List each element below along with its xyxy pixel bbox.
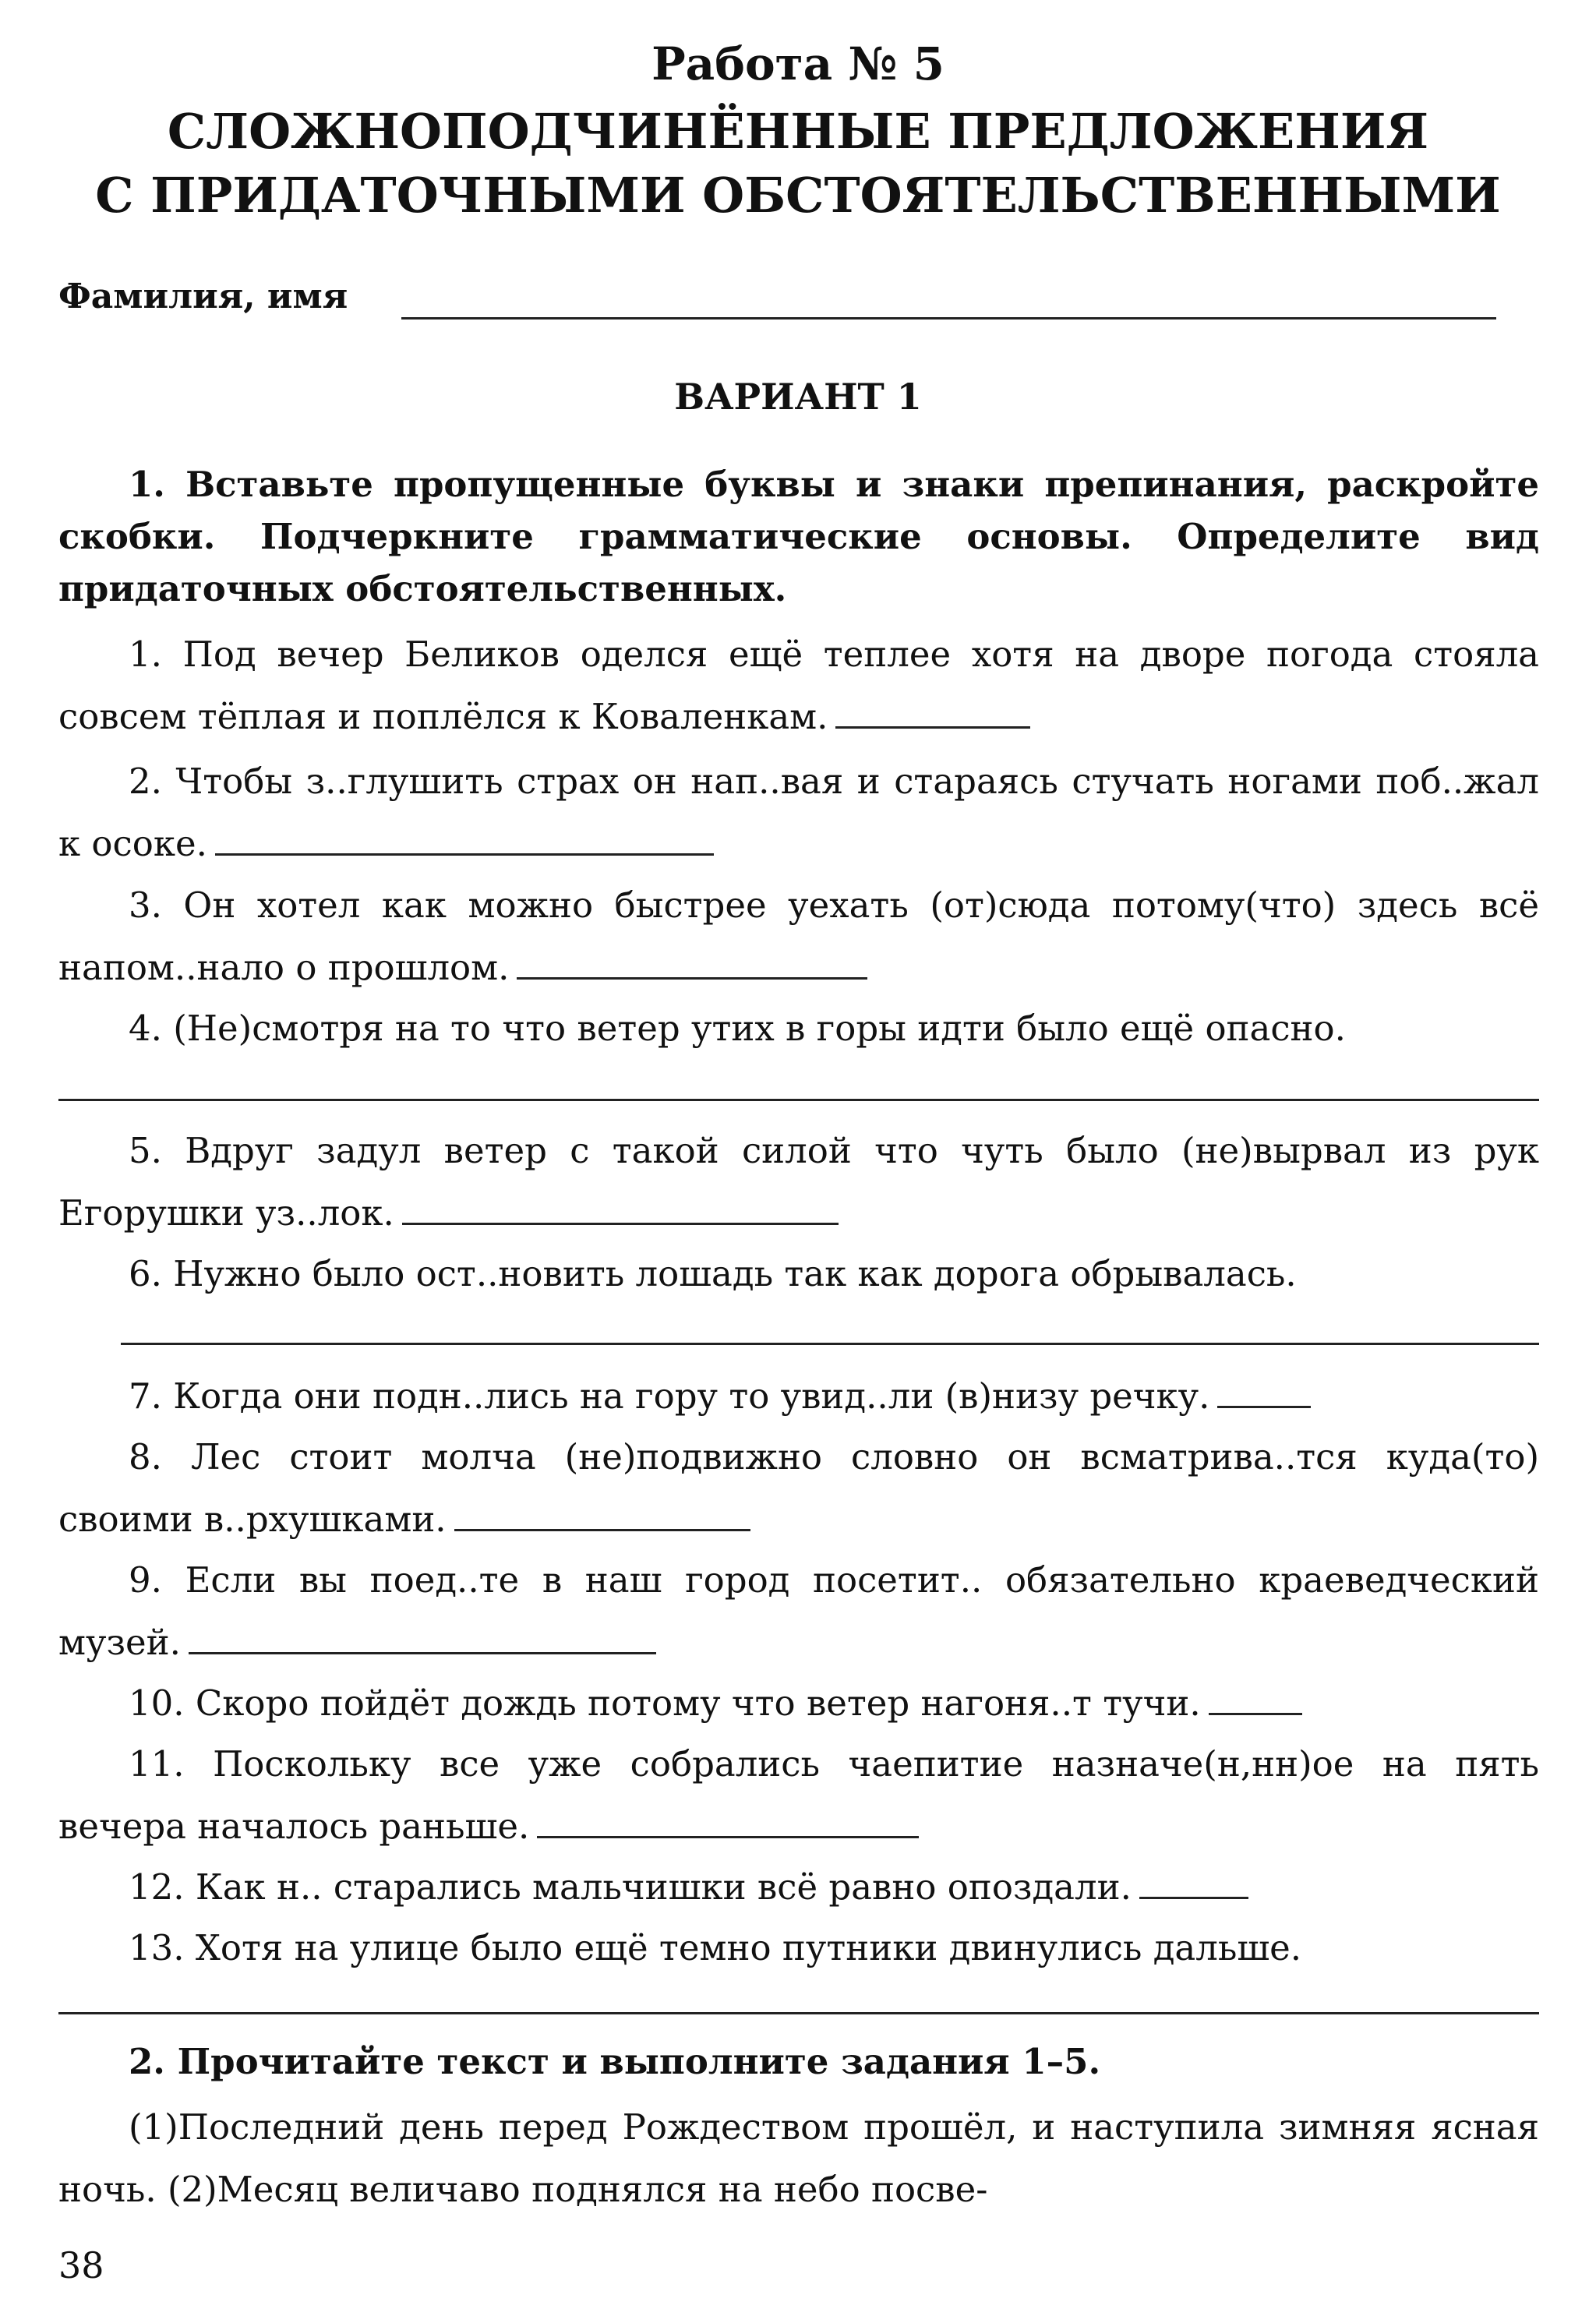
- exercise-text: 9. Если вы поед..те в наш город посетит.. обязательно краеведческий музей.: [58, 1559, 1539, 1663]
- exercise-item: [58, 1365, 1539, 1428]
- answer-line[interactable]: [121, 1343, 1539, 1345]
- answer-line[interactable]: [517, 977, 867, 980]
- answer-line[interactable]: [835, 726, 1030, 729]
- page-number: 38: [58, 2244, 104, 2286]
- answer-line[interactable]: [215, 853, 714, 856]
- exercise-text: 5. Вдруг задул ветер с такой силой что чуть было (не)вырвал из рук Егорушки уз..лок.: [58, 1130, 1539, 1234]
- exercise-item: [58, 1243, 1539, 1305]
- title-line-2: С ПРИДАТОЧНЫМИ ОБСТОЯТЕЛЬСТВЕННЫМИ: [95, 167, 1501, 224]
- exercise-item: [58, 997, 1539, 1060]
- exercise-text: 13. Хотя на улице было ещё темно путники двинулись дальше.: [129, 1927, 1302, 1968]
- name-answer-line[interactable]: [401, 317, 1496, 320]
- name-label: Фамилия, имя: [58, 277, 348, 316]
- answer-line[interactable]: [454, 1529, 750, 1531]
- exercise-item: [58, 750, 1539, 875]
- exercise-item: [58, 1856, 1539, 1919]
- exercise-text: 10. Скоро пойдёт дождь потому что ветер нагоня..т тучи.: [129, 1682, 1201, 1724]
- exercise-item: [58, 1917, 1539, 1979]
- exercise-item: [58, 1549, 1539, 1674]
- exercise-text: 3. Он хотел как можно быстрее уехать (от)сюда потому(что) здесь всё напом..нало о прошлом.: [58, 884, 1539, 988]
- variant-heading: ВАРИАНТ 1: [674, 376, 922, 418]
- work-number: Работа № 5: [651, 37, 945, 90]
- answer-line[interactable]: [537, 1836, 919, 1838]
- exercise-text: 4. (Не)смотря на то что ветер утих в горы идти было ещё опасно.: [129, 1008, 1346, 1049]
- answer-line[interactable]: [58, 2012, 1539, 2014]
- exercise-text: 2. Чтобы з..глушить страх он нап..вая и стараясь стучать ногами поб..жал к осоке.: [58, 761, 1539, 864]
- exercise-text: 7. Когда они подн..лись на гору то увид..ли (в)низу речку.: [129, 1375, 1210, 1417]
- exercise-item: [58, 1672, 1539, 1735]
- answer-line[interactable]: [1217, 1406, 1311, 1408]
- task-2-instructions: 2. Прочитайте текст и выполните задания 1–5.: [129, 2041, 1101, 2082]
- answer-line[interactable]: [1209, 1713, 1302, 1715]
- answer-line[interactable]: [58, 1099, 1539, 1101]
- title-line-1: СЛОЖНОПОДЧИНЁННЫЕ ПРЕДЛОЖЕНИЯ: [167, 103, 1429, 160]
- reading-text: (1)Последний день перед Рождеством прошёл, и наступила зимняя ясная ночь. (2)Месяц величаво поднялся на небо посве-: [58, 2106, 1539, 2210]
- exercise-text: 12. Как н.. старались мальчишки всё равно опоздали.: [129, 1866, 1132, 1908]
- exercise-text: 6. Нужно было ост..новить лошадь так как дорога обрывалась.: [129, 1253, 1297, 1294]
- name-row: [58, 277, 1496, 331]
- exercise-item: [58, 1120, 1539, 1244]
- task-1-instructions: 1. Вставьте пропущенные буквы и знаки препинания, раскройте скобки. Подчеркните грамматические основы. Определите вид придаточных обстоятельственных.: [58, 464, 1539, 609]
- exercise-item: [58, 623, 1539, 748]
- exercise-text: 8. Лес стоит молча (не)подвижно словно он всматрива..тся куда(то) своими в..рхушками.: [58, 1436, 1539, 1540]
- exercise-item: [58, 1733, 1539, 1858]
- exercise-item: [58, 874, 1539, 999]
- exercise-item: [58, 1426, 1539, 1551]
- exercise-text: 1. Под вечер Беликов оделся ещё теплее хотя на дворе погода стояла совсем тёплая и поплёлся к Коваленкам.: [58, 634, 1539, 737]
- answer-line[interactable]: [1139, 1897, 1248, 1899]
- answer-line[interactable]: [402, 1223, 839, 1225]
- answer-line[interactable]: [189, 1652, 656, 1654]
- exercise-text: 11. Поскольку все уже собрались чаепитие назначе(н,нн)ое на пять вечера началось раньше.: [58, 1743, 1539, 1847]
